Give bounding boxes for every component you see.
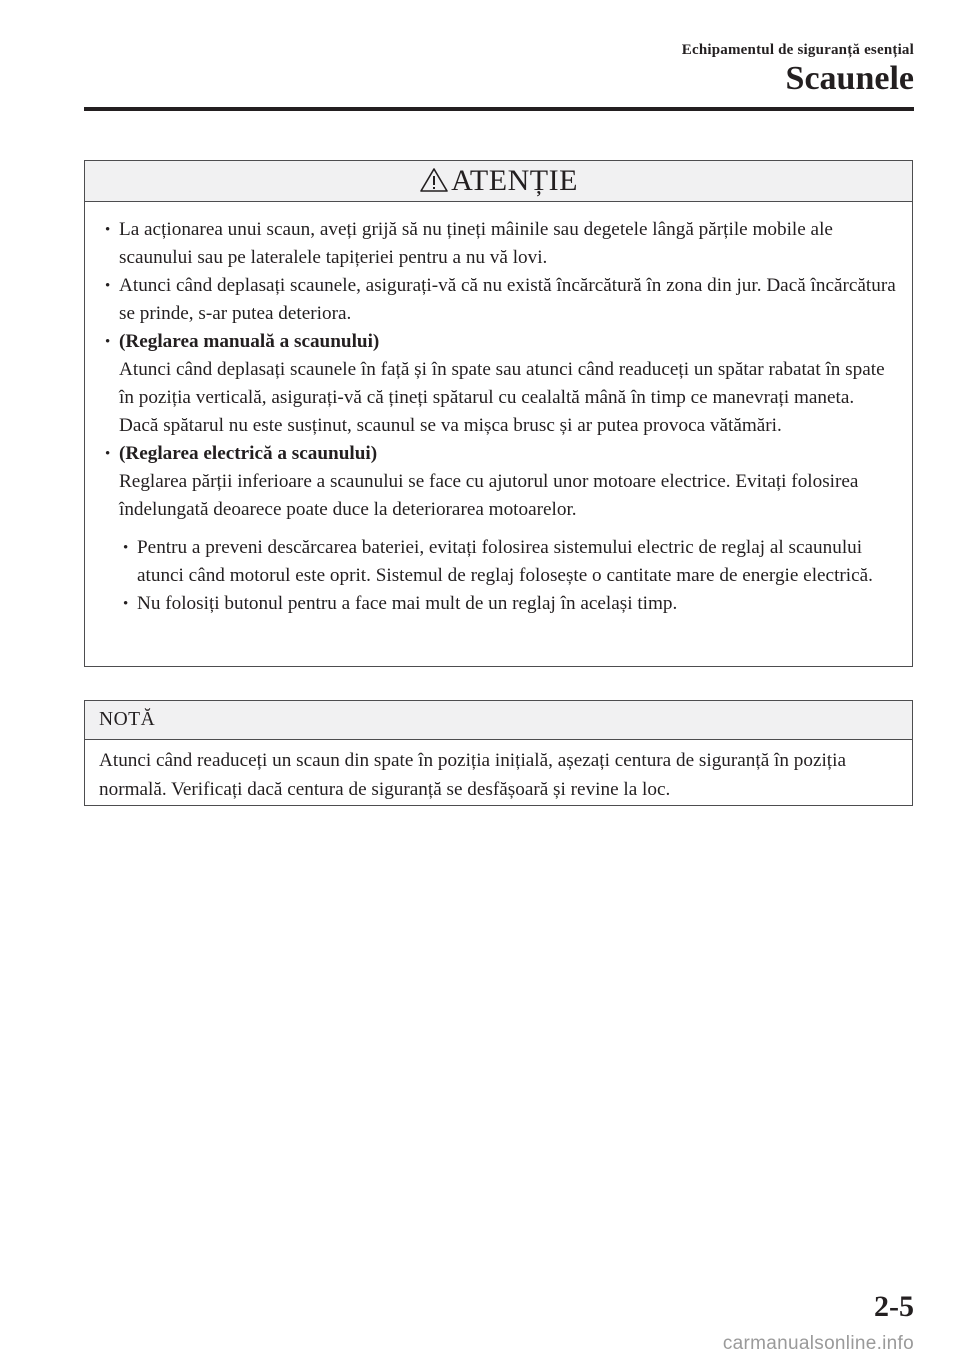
caution-item-text: Atunci când deplasați scaunele în față și în spate sau atunci când readuceți un spătar rabatat în spate în poziția verticală, asigurați-vă că țineți spătarul cu cealaltă mână în timp ce manevrați maneta. Dacă spătarul nu este susținut, scaunul se va mișca brusc și ar putea provoca vătămări. [119, 359, 885, 436]
caution-subitem-text: Pentru a preveni descărcarea bateriei, evitați folosirea sistemului electric de reglaj al scaunului atunci când motorul este oprit. Sistemul de reglaj folosește o cantitate mare de energie electrică. [137, 537, 873, 586]
caution-item [103, 440, 898, 524]
caution-subitem-text: Nu folosiți butonul pentru a face mai mult de un reglaj în același timp. [137, 593, 678, 614]
watermark: carmanualsonline.info [722, 1333, 914, 1354]
header-divider [84, 107, 914, 111]
caution-item [103, 328, 898, 440]
caution-body [85, 202, 912, 618]
caution-subitems [103, 534, 898, 618]
caution-subitem [121, 590, 898, 618]
note-box [84, 700, 913, 806]
note-text: Atunci când readuceți un scaun din spate în poziția inițială, așezați centura de siguranță în poziția normală. Verificați dacă centura de siguranță se desfășoară și revine la loc. [99, 750, 846, 800]
caution-item-text: La acționarea unui scaun, aveți grijă să nu țineți mâinile sau degetele lângă părțile mobile ale scaunului sau pe lateralele tapițeriei pentru a nu vă lovi. [119, 219, 833, 268]
caution-item-text: Atunci când deplasați scaunele, asigurați-vă că nu există încărcătură în zona din jur. Dacă încărcătura se prinde, s-ar putea deteriora. [119, 275, 896, 324]
caution-subitem [121, 534, 898, 590]
bullet-icon: • [105, 278, 111, 294]
caution-item-heading: (Reglarea electrică a scaunului) [119, 443, 378, 464]
page-number: 2-5 [874, 1290, 914, 1323]
bullet-icon: • [105, 334, 111, 350]
caution-title: ATENȚIE [451, 164, 578, 197]
header-section-label: Echipamentul de siguranță esențial [681, 42, 914, 58]
caution-item [103, 216, 898, 272]
caution-header [85, 161, 912, 202]
caution-item-heading: (Reglarea manuală a scaunului) [119, 331, 380, 352]
page-title: Scaunele [785, 60, 914, 97]
bullet-icon: • [123, 540, 129, 556]
warning-triangle-icon [419, 167, 449, 193]
caution-box [84, 160, 913, 667]
note-title: NOTĂ [85, 701, 912, 740]
bullet-icon: • [123, 596, 129, 612]
caution-item [103, 272, 898, 328]
caution-item-text: Reglarea părții inferioare a scaunului se face cu ajutorul unor motoare electrice. Evitați folosirea îndelungată deoarece poate duce la deteriorarea motoarelor. [119, 471, 859, 520]
bullet-icon: • [105, 222, 111, 238]
bullet-icon: • [105, 446, 111, 462]
